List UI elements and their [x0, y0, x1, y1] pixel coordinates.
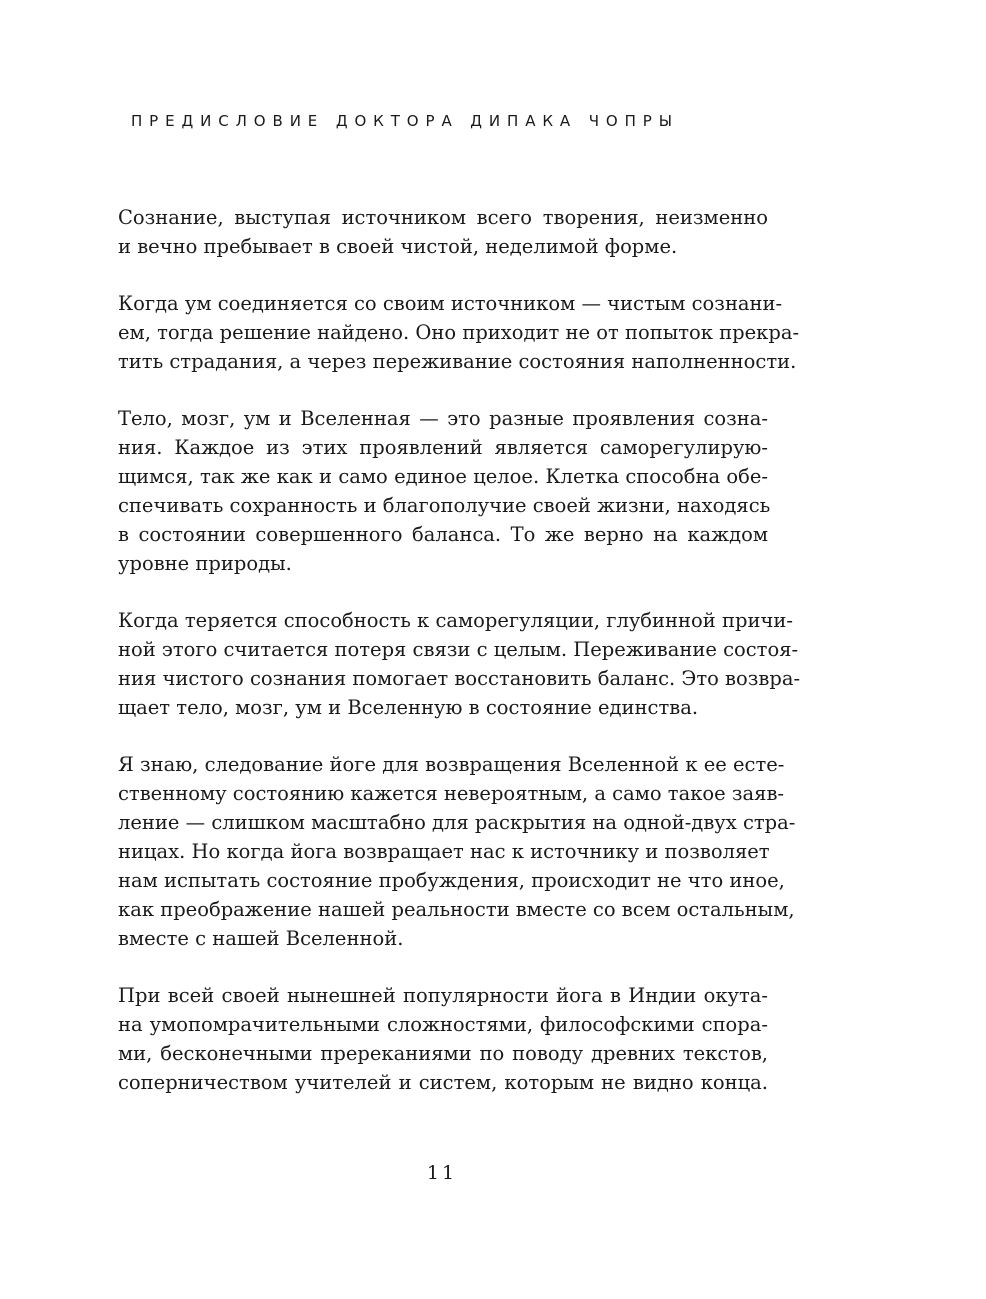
paragraph-5: [118, 750, 796, 953]
text-line: ницах. Но когда йога возвращает нас к источнику и позволяет: [118, 840, 770, 863]
text-line: ной этого считается потеря связи с целым. Переживание состоя-: [118, 638, 799, 661]
text-line: спечивать сохранность и благополучие своей жизни, находясь: [118, 494, 771, 517]
text-line: Когда теряется способность к саморегуляции, глубинной причи-: [118, 609, 793, 632]
text-line: уровне природы.: [118, 552, 292, 575]
text-line: Когда ум соединяется со своим источником — чистым сознани-: [118, 292, 783, 315]
text-line: Я знаю, следование йоге для возвращения Вселенной к ее есте-: [118, 753, 785, 776]
text-line: нам испытать состояние пробуждения, происходит не что иное,: [118, 869, 785, 892]
text-line: вместе с нашей Вселенной.: [118, 927, 404, 950]
text-line: ственному состоянию кажется невероятным, а само такое заяв-: [118, 782, 785, 805]
body-text: [118, 203, 801, 1125]
text-line: соперничеством учителей и систем, которым не видно конца.: [118, 1071, 768, 1094]
text-line: Тело, мозг, ум и Вселенная — это разные проявления созна-: [118, 407, 768, 430]
page-number: [0, 1162, 900, 1184]
text-line: ния. Каждое из этих проявлений является саморегулирую-: [118, 436, 768, 459]
text-line: щает тело, мозг, ум и Вселенную в состояние единства.: [118, 696, 699, 719]
text-line: При всей своей нынешней популярности йога в Индии окута-: [118, 984, 768, 1007]
text-line: ление — слишком масштабно для раскрытия на одной-двух стра-: [118, 811, 796, 834]
paragraph-3: [118, 404, 771, 578]
text-line: ми, бесконечными пререканиями по поводу древних текстов,: [118, 1042, 768, 1065]
text-line: и вечно пребывает в своей чистой, неделимой форме.: [118, 235, 678, 258]
page-number-value: 11: [426, 1162, 458, 1184]
text-line: на умопомрачительными сложностями, философскими спора-: [118, 1013, 768, 1036]
text-line: Сознание, выступая источником всего творения, неизменно: [118, 206, 768, 229]
running-header: ПРЕДИСЛОВИЕ ДОКТОРА ДИПАКА ЧОПРЫ: [131, 112, 679, 130]
paragraph-4: [118, 606, 801, 722]
text-line: щимся, так же как и само единое целое. Клетка способна обе-: [118, 465, 768, 488]
text-line: как преображение нашей реальности вместе со всем остальным,: [118, 898, 795, 921]
paragraph-6: [118, 981, 768, 1097]
text-line: ния чистого сознания помогает восстановить баланс. Это возвра-: [118, 667, 801, 690]
paragraph-2: [118, 289, 800, 376]
paragraph-1: [118, 203, 768, 261]
text-line: в состоянии совершенного баланса. То же верно на каждом: [118, 523, 768, 546]
text-line: тить страдания, а через переживание состояния наполненности.: [118, 350, 797, 373]
text-line: ем, тогда решение найдено. Оно приходит не от попыток прекра-: [118, 321, 800, 344]
